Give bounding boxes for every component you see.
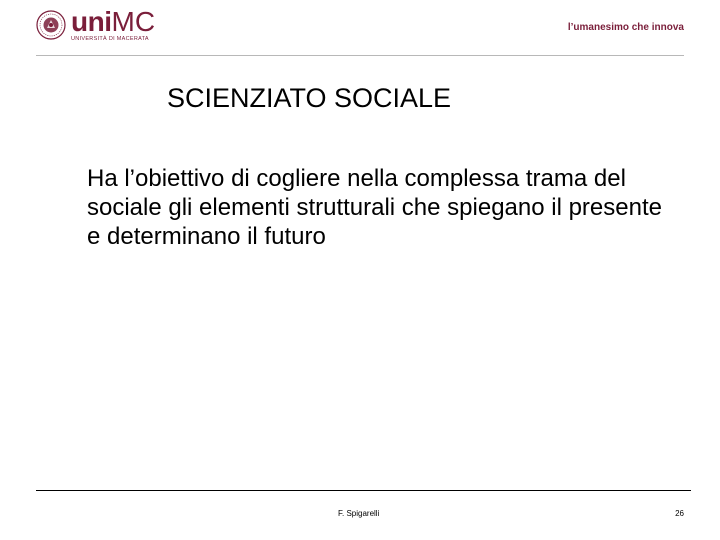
slide-title: SCIENZIATO SOCIALE (167, 83, 452, 113)
university-seal-icon (36, 10, 66, 40)
footer-author: F. Spigarelli (338, 509, 380, 518)
logo-wordmark (71, 6, 156, 37)
header-divider (36, 55, 684, 56)
wordmark-mc: MC (111, 6, 156, 37)
footer-divider (36, 490, 691, 491)
unimc-logo (36, 6, 156, 43)
university-name: UNIVERSITÀ DI MACERATA (71, 36, 149, 42)
slide-body-text: Ha l’obiettivo di cogliere nella complessa trama del sociale gli elementi strutturali che spiegano il presente e determinano il futuro (87, 165, 662, 250)
wordmark-uni: uni (71, 6, 112, 37)
header-tagline: l’umanesimo che innova (567, 22, 684, 33)
logo-text (71, 6, 156, 43)
slide-header (0, 0, 720, 60)
page-number: 26 (675, 509, 684, 518)
